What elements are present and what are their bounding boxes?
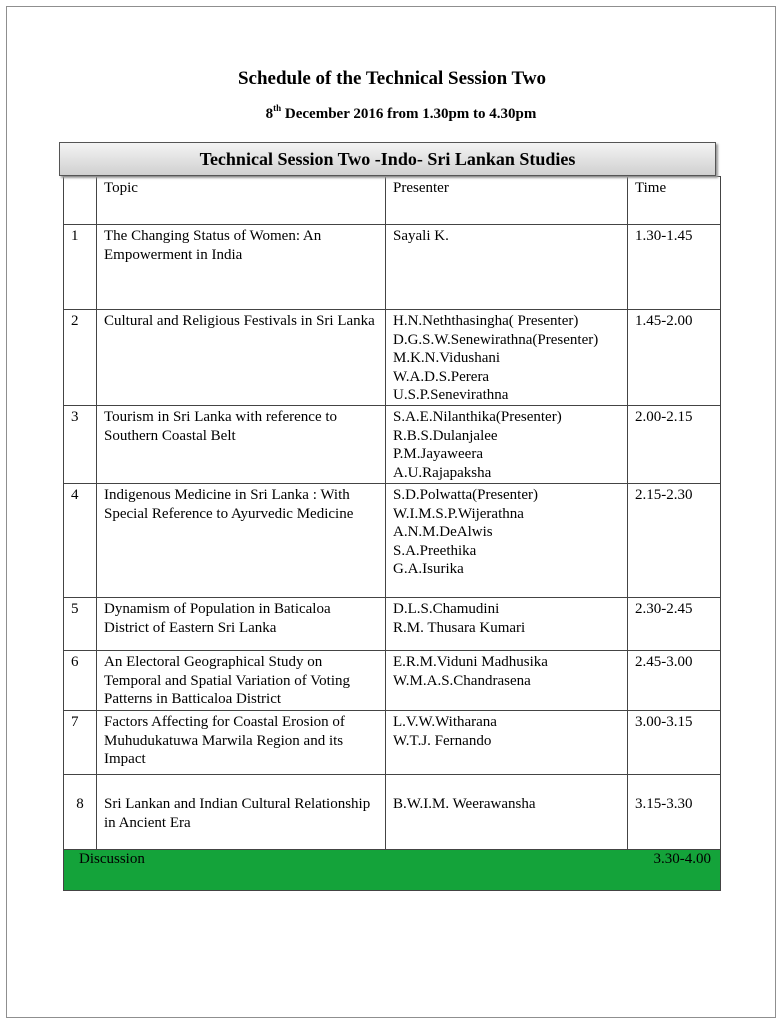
presenter-name: W.I.M.S.P.Wijerathna xyxy=(393,505,524,522)
presenter-name: D.G.S.W.Senewirathna(Presenter) xyxy=(393,331,599,348)
presenter-name: A.U.Rajapaksha xyxy=(393,464,492,481)
row-topic: Tourism in Sri Lanka with reference to Southern Coastal Belt xyxy=(97,406,386,484)
table-row xyxy=(64,225,721,310)
date-suffix: th xyxy=(273,103,282,113)
row-time: 2.15-2.30 xyxy=(628,484,721,598)
presenter-name: W.M.A.S.Chandrasena xyxy=(393,672,531,689)
presenter-name: M.K.N.Vidushani xyxy=(393,350,501,366)
row-topic: Cultural and Religious Festivals in Sri Lanka xyxy=(97,310,386,406)
header-no xyxy=(64,177,97,225)
discussion-time: 3.30-4.00 xyxy=(653,851,711,867)
presenter-name: A.N.M.DeAlwis xyxy=(393,524,493,540)
table-row xyxy=(64,406,721,484)
row-time: 3.15-3.30 xyxy=(628,775,721,850)
discussion-label: Discussion xyxy=(79,851,145,867)
presenter-name: S.A.E.Nilanthika(Presenter) xyxy=(393,409,562,425)
presenter-name: B.W.I.M. Weerawansha xyxy=(393,796,536,812)
presenter-name: R.M. Thusara Kumari xyxy=(393,619,526,636)
presenter-name: G.A.Isurika xyxy=(393,561,464,577)
table-row xyxy=(64,598,721,651)
row-time: 1.45-2.00 xyxy=(628,310,721,406)
table-row xyxy=(64,310,721,406)
presenter-name: W.A.D.S.Perera xyxy=(393,368,490,385)
row-time: 2.30-2.45 xyxy=(628,598,721,651)
row-topic: Dynamism of Population in Baticaloa District of Eastern Sri Lanka xyxy=(97,598,386,651)
row-topic: Sri Lankan and Indian Cultural Relationship in Ancient Era xyxy=(97,775,386,850)
row-time: 2.45-3.00 xyxy=(628,651,721,711)
table-row xyxy=(64,651,721,711)
table-header-row xyxy=(64,177,721,225)
row-time: 1.30-1.45 xyxy=(628,225,721,310)
row-number: 1 xyxy=(64,225,97,310)
presenter-name: U.S.P.Senevirathna xyxy=(393,387,509,403)
row-topic: An Electoral Geographical Study on Temporal and Spatial Variation of Voting Patterns in Batticaloa District xyxy=(97,651,386,711)
header-topic: Topic xyxy=(97,177,386,225)
row-presenters xyxy=(386,651,628,711)
row-number: 6 xyxy=(64,651,97,711)
presenter-name: W.T.J. Fernando xyxy=(393,732,492,749)
table-row xyxy=(64,711,721,775)
row-number: 8 xyxy=(64,775,97,850)
row-topic: Indigenous Medicine in Sri Lanka : With Special Reference to Ayurvedic Medicine xyxy=(97,484,386,598)
session-date xyxy=(0,103,784,123)
row-presenters xyxy=(386,310,628,406)
row-presenters xyxy=(386,406,628,484)
presenter-name: D.L.S.Chamudini xyxy=(393,601,500,617)
row-presenters xyxy=(386,484,628,598)
presenter-name: S.A.Preethika xyxy=(393,542,477,559)
row-time: 3.00-3.15 xyxy=(628,711,721,775)
row-presenters xyxy=(386,711,628,775)
row-time: 2.00-2.15 xyxy=(628,406,721,484)
table-row xyxy=(64,775,721,850)
presenter-name: P.M.Jayaweera xyxy=(393,446,483,462)
presenter-name: R.B.S.Dulanjalee xyxy=(393,427,498,444)
presenter-name: Sayali K. xyxy=(393,228,449,244)
presenter-name: E.R.M.Viduni Madhusika xyxy=(393,654,548,670)
session-heading: Technical Session Two -Indo- Sri Lankan Studies xyxy=(59,142,716,176)
table-row xyxy=(64,484,721,598)
page-title: Schedule of the Technical Session Two xyxy=(237,68,547,89)
row-number: 7 xyxy=(64,711,97,775)
row-presenters xyxy=(386,775,628,850)
row-number: 3 xyxy=(64,406,97,484)
discussion-cell xyxy=(64,850,721,891)
discussion-row xyxy=(64,850,721,891)
date-rest: December 2016 from 1.30pm to 4.30pm xyxy=(281,106,537,122)
header-presenter: Presenter xyxy=(386,177,628,225)
schedule-table xyxy=(63,176,721,891)
row-presenters xyxy=(386,225,628,310)
presenter-name: H.N.Neththasingha( Presenter) xyxy=(393,313,579,329)
row-presenters xyxy=(386,598,628,651)
row-topic: Factors Affecting for Coastal Erosion of Muhudukatuwa Marwila Region and its Impact xyxy=(97,711,386,775)
header-time: Time xyxy=(628,177,721,225)
presenter-name: L.V.W.Witharana xyxy=(393,714,497,730)
row-number: 4 xyxy=(64,484,97,598)
row-topic: The Changing Status of Women: An Empowerment in India xyxy=(97,225,386,310)
presenter-name: S.D.Polwatta(Presenter) xyxy=(393,487,538,503)
row-number: 2 xyxy=(64,310,97,406)
row-number: 5 xyxy=(64,598,97,651)
date-day: 8 xyxy=(265,106,274,122)
